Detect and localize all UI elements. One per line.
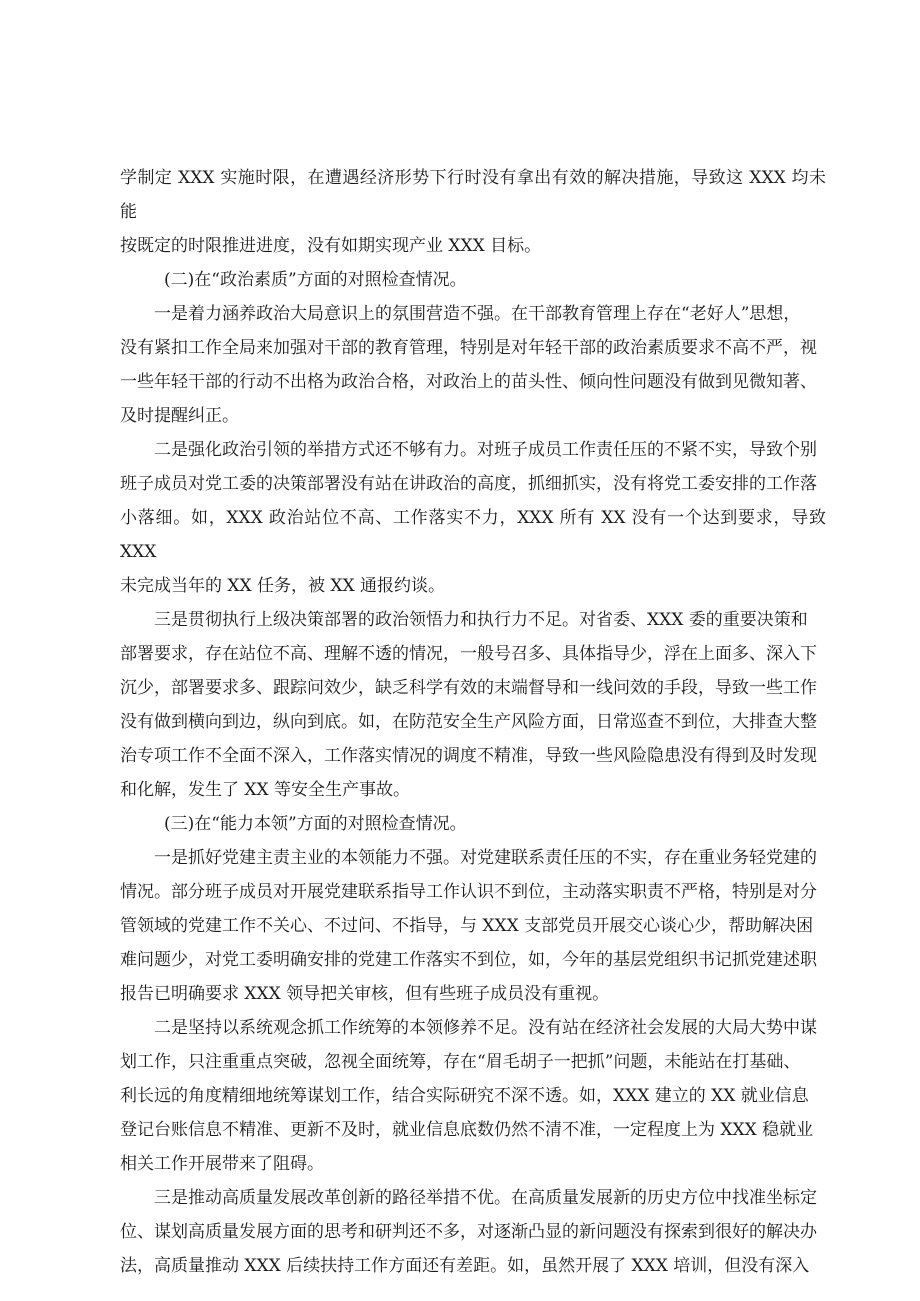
document-body <box>120 161 826 1283</box>
paragraph-political-awareness: 一是着力涵养政治大局意识上的氛围营造不强。在干部教育管理上存在“老好人”思想， 没有紧扣工作全局来加强对干部的教育管理，特别是对年轻干部的政治素质要求不高不严，视 一些年轻干部的行动不出格为政治合格，对政治上的苗头性、倾向性问题没有做到见微知著、 及时提醒纠正。 <box>120 304 817 426</box>
paragraph-party-building: 一是抓好党建主责主业的本领能力不强。对党建联系责任压的不实，存在重业务轻党建的 情况。部分班子成员对开展党建联系指导工作认识不到位，主动落实职责不严格，特别是对分 管领域的党建工作不关心、不过问、不指导，与 XXX 支部党员开展交心谈心少，帮助解决困 难问题少，对党工委明确安排的党建工作落实不到位，如，今年的基层党组织书记抓党建述职 报告已明确要求 XXX 领导把关审核，但有些班子成员没有重视。 <box>120 848 817 1004</box>
paragraph-system-thinking: 二是坚持以系统观念抓工作统筹的本领修养不足。没有站在经济社会发展的大局大势中谋 划工作，只注重重点突破，忽视全面统筹，存在“眉毛胡子一把抓”问题，未能站在打基础、 利长远的角度精细地统筹谋划工作，结合实际研究不深不透。如，XXX 建立的 XX 就业信息 登记台账信息不精准、更新不及时，就业信息底数仍然不清不准，一定程度上为 XXX 稳就业 相关工作开展带来了阻碍。 <box>120 1018 817 1174</box>
paragraph-policy-execution: 三是贯彻执行上级决策部署的政治领悟力和执行力不足。对省委、XXX 委的重要决策和 部署要求，存在站位不高、理解不透的情况，一般号召多、具体指导少，浮在上面多、深入下 沉少，部署要求多、跟踪问效少，缺乏科学有效的末端督导和一线问效的手段，导致一些工作 没有做到横向到边，纵向到底。如，在防范安全生产风险方面，日常巡查不到位，大排查大整 治专项工作不全面不深入，工作落实情况的调度不精准，导致一些风险隐患没有得到及时发现 和化解，发生了 XX 等安全生产事故。 <box>120 610 817 800</box>
section-heading-capability: (三)在“能力本领”方面的对照检查情况。 <box>164 814 467 834</box>
paragraph-political-guidance: 二是强化政治引领的举措方式还不够有力。对班子成员工作责任压的不紧不实，导致个别 班子成员对党工委的决策部署没有站在讲政治的高度，抓细抓实，没有将党工委安排的工作落 小落细。如，XXX 政治站位不高、工作落实不力，XXX 所有 XX 没有一个达到要求，导致 XXX 未完成当年的 XX 任务，被 XX 通报约谈。 <box>120 440 826 596</box>
paragraph-high-quality-development: 三是推动高质量发展改革创新的路径举措不优。在高质量发展新的历史方位中找准坐标定 位、谋划高质量发展方面的思考和研判还不多，对逐渐凸显的新问题没有探索到很好的解决办 法，高质量推动 XXX 后续扶持工作方面还有差距。如，虽然开展了 XXX 培训，但没有深入 <box>120 1188 817 1276</box>
section-heading-political-quality: (二)在“政治素质”方面的对照检查情况。 <box>164 270 467 290</box>
paragraph-continuation: 学制定 XXX 实施时限，在遭遇经济形势下行时没有拿出有效的解决措施，导致这 XXX 均未能 按既定的时限推进进度，没有如期实现产业 XXX 目标。 <box>120 168 826 256</box>
